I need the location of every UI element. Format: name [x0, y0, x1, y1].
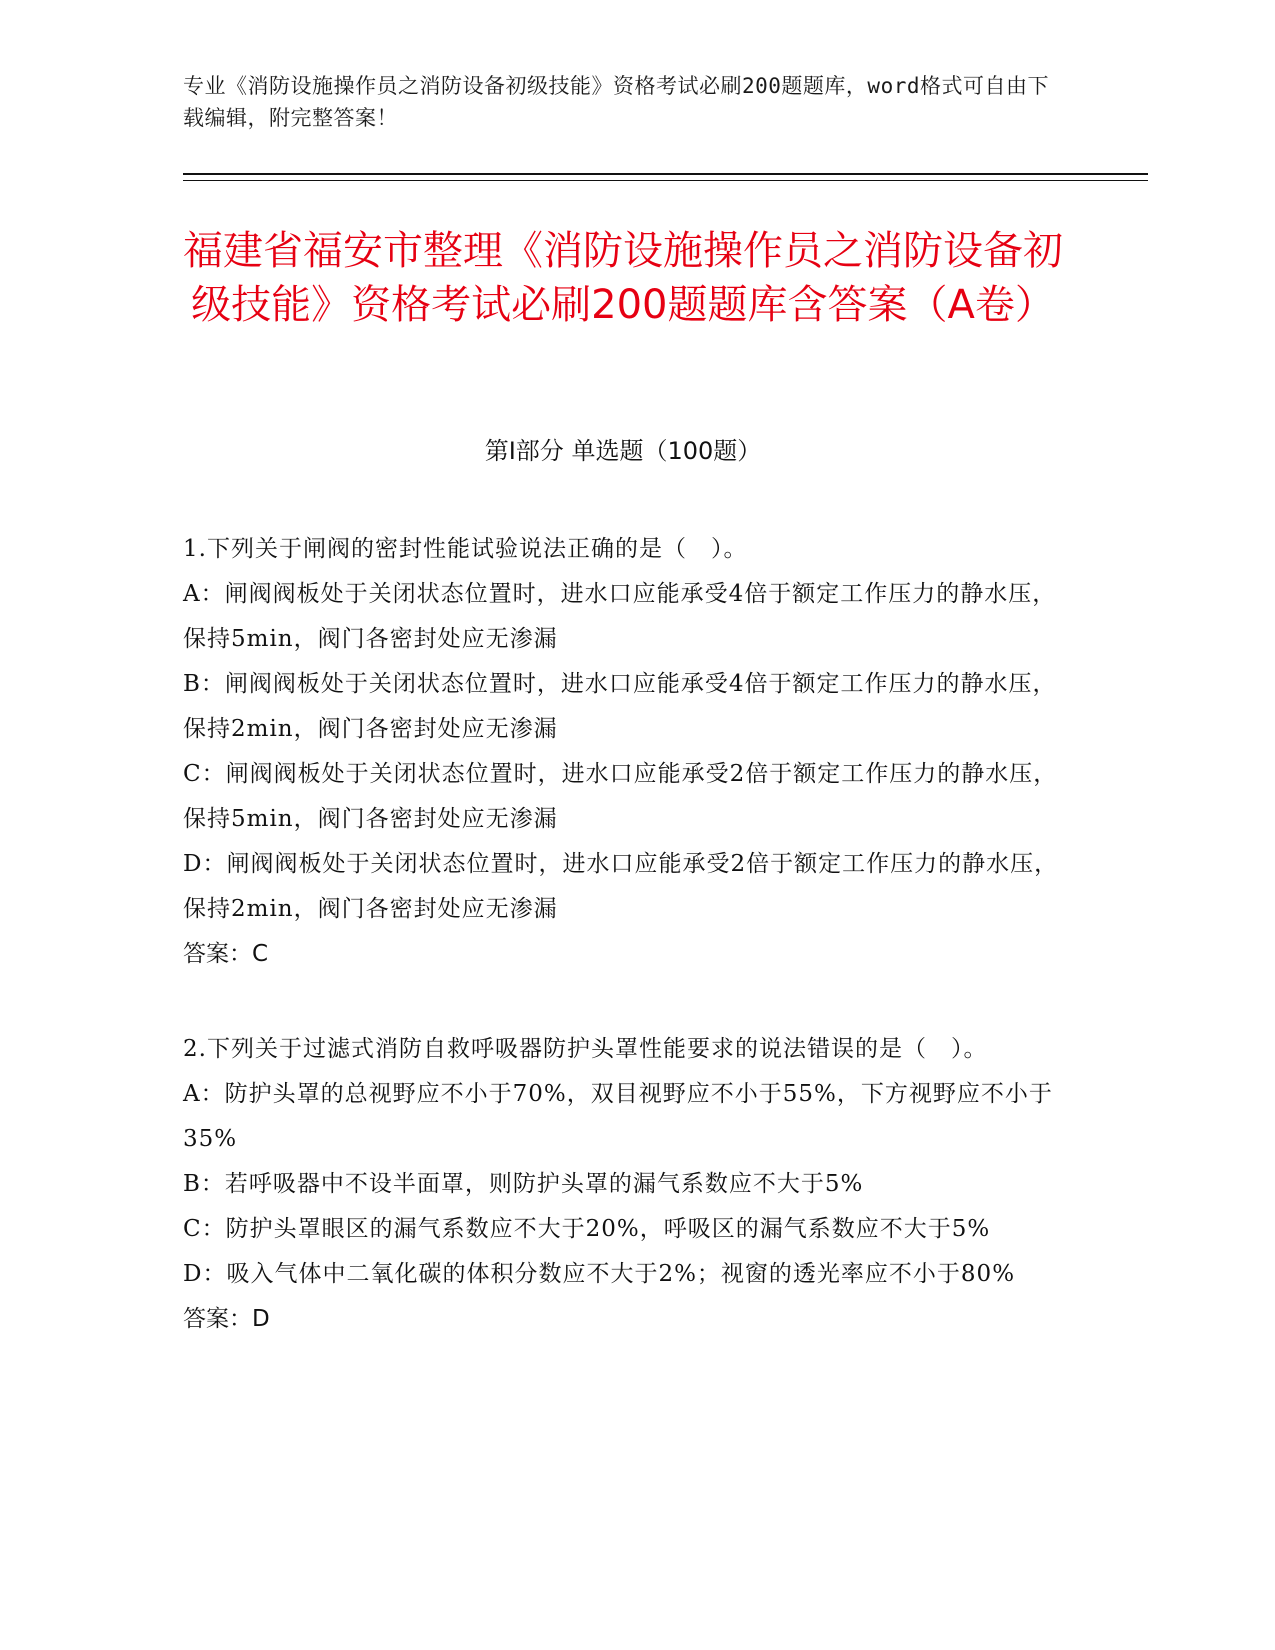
question-stem: 1.下列关于闸阀的密封性能试验说法正确的是（ ）。	[183, 536, 748, 562]
section-title: 第Ⅰ部分 单选题（100题）	[484, 437, 762, 465]
option-b: B：闸阀阀板处于关闭状态位置时，进水口应能承受4倍于额定工作压力的静水压，保持2min，阀门各密封处应无渗漏	[183, 671, 1057, 742]
option-d: D：闸阀阀板处于关闭状态位置时，进水口应能承受2倍于额定工作压力的静水压，保持2min，阀门各密封处应无渗漏	[183, 851, 1059, 922]
option-b: B：若呼吸器中不设半面罩，则防护头罩的漏气系数应不大于5%	[183, 1171, 864, 1197]
question-stem: 2.下列关于过滤式消防自救呼吸器防护头罩性能要求的说法错误的是（ ）。	[183, 1036, 988, 1062]
answer: 答案：D	[183, 1306, 270, 1332]
option-d: D：吸入气体中二氧化碳的体积分数应不大于2%；视窗的透光率应不小于80%	[183, 1261, 1016, 1287]
header-divider-thin	[183, 180, 1148, 181]
header-divider-thick	[183, 173, 1148, 175]
question-1	[183, 527, 1063, 977]
option-a: A：防护头罩的总视野应不小于70%，双目视野应不小于55%，下方视野应不小于35%	[183, 1081, 1053, 1152]
option-a: A：闸阀阀板处于关闭状态位置时，进水口应能承受4倍于额定工作压力的静水压，保持5min，阀门各密封处应无渗漏	[183, 581, 1057, 652]
document-title: 福建省福安市整理《消防设施操作员之消防设备初级技能》资格考试必刷200题题库含答案（A卷）	[183, 228, 1063, 328]
question-2	[183, 1027, 1063, 1342]
answer: 答案：C	[183, 941, 269, 967]
option-c: C：闸阀阀板处于关闭状态位置时，进水口应能承受2倍于额定工作压力的静水压，保持5min，阀门各密封处应无渗漏	[183, 761, 1058, 832]
header-note: 专业《消防设施操作员之消防设备初级技能》资格考试必刷200题题库，word格式可自由下载编辑，附完整答案！	[183, 74, 1049, 130]
option-c: C：防护头罩眼区的漏气系数应不大于20%，呼吸区的漏气系数应不大于5%	[183, 1216, 991, 1242]
